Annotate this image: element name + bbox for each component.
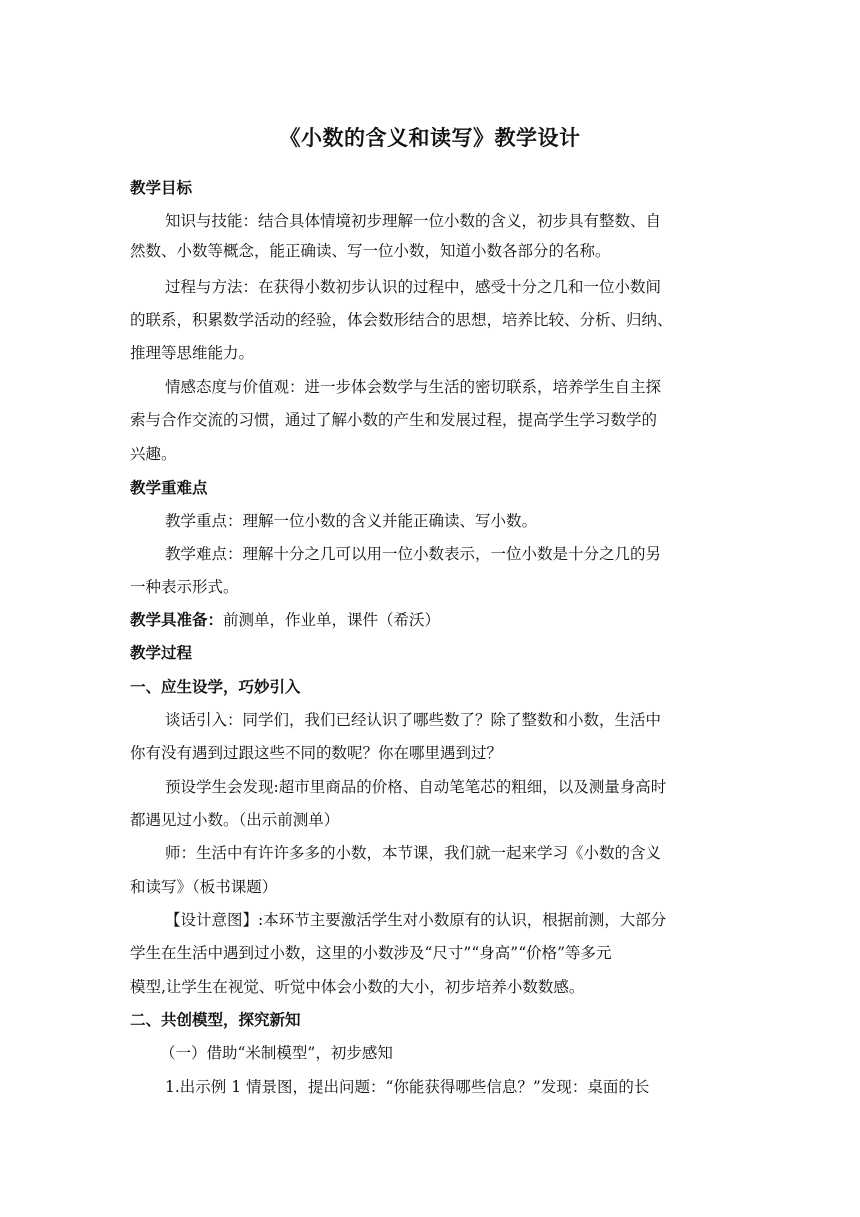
heading-key-points: 教学重难点 (130, 479, 208, 497)
paragraph-line: 学生在生活中遇到过小数，这里的小数涉及“尺寸”“身高”“价格”等多元 (130, 944, 612, 962)
paragraph-line: 一种表示形式。 (130, 578, 239, 596)
paragraph-line: 你有没有遇到过跟这些不同的数呢？你在哪里遇到过？ (130, 744, 503, 762)
heading-teaching-process: 教学过程 (130, 644, 193, 662)
paragraph-line: 模型,让学生在视觉、听觉中体会小数的大小，初步培养小数数感。 (130, 978, 585, 996)
paragraph-line: 师：生活中有许许多多的小数，本节课，我们就一起来学习《小数的含义 (165, 844, 662, 862)
paragraph-line: 【设计意图】:本环节主要激活学生对小数原有的认识，根据前测，大部分 (165, 911, 667, 929)
prep-line (130, 610, 730, 630)
paragraph-line: 谈话引入：同学们，我们已经认识了哪些数了？除了整数和小数，生活中 (165, 711, 662, 729)
paragraph-line: 的联系，积累数学活动的经验，体会数形结合的思想，培养比较、分析、归纳、 (130, 311, 673, 329)
paragraph-line: 兴趣。 (130, 445, 177, 463)
paragraph-line: 教学重点：理解一位小数的含义并能正确读、写小数。 (165, 512, 538, 530)
heading-section-two: 二、共创模型，探究新知 (130, 1011, 301, 1029)
paragraph-line: 和读写》（板书课题） (130, 878, 278, 896)
document-title: 《小数的含义和读写》教学设计 (279, 126, 581, 150)
paragraph-line: 过程与方法：在获得小数初步认识的过程中，感受十分之几和一位小数间 (165, 278, 662, 296)
paragraph-line: 情感态度与价值观：进一步体会数学与生活的密切联系，培养学生自主探 (165, 378, 662, 396)
subheading-meter-model: （一）借助“米制模型”，初步感知 (160, 1044, 393, 1062)
paragraph-line: 都遇见过小数。（出示前测单） (130, 811, 340, 829)
heading-teaching-goals: 教学目标 (130, 179, 193, 197)
paragraph-line: 预设学生会发现:超市里商品的价格、自动笔笔芯的粗细，以及测量身高时 (165, 778, 667, 796)
prep-items: 前测单，作业单，课件（希沃） (223, 611, 441, 629)
paragraph-line: 索与合作交流的习惯，通过了解小数的产生和发展过程，提高学生学习数学的 (130, 411, 658, 429)
heading-section-one: 一、应生设学，巧妙引入 (130, 678, 301, 696)
paragraph-line: 然数、小数等概念，能正确读、写一位小数，知道小数各部分的名称。 (130, 242, 611, 260)
paragraph-line: 推理等思维能力。 (130, 344, 255, 362)
paragraph-line: 1.出示例 1 情景图，提出问题：“你能获得哪些信息？”发现：桌面的长 (165, 1078, 650, 1096)
paragraph-line: 知识与技能：结合具体情境初步理解一位小数的含义，初步具有整数、自 (165, 212, 662, 230)
paragraph-line: 教学难点：理解十分之几可以用一位小数表示，一位小数是十分之几的另 (165, 545, 662, 563)
prep-label: 教学具准备： (130, 611, 224, 629)
